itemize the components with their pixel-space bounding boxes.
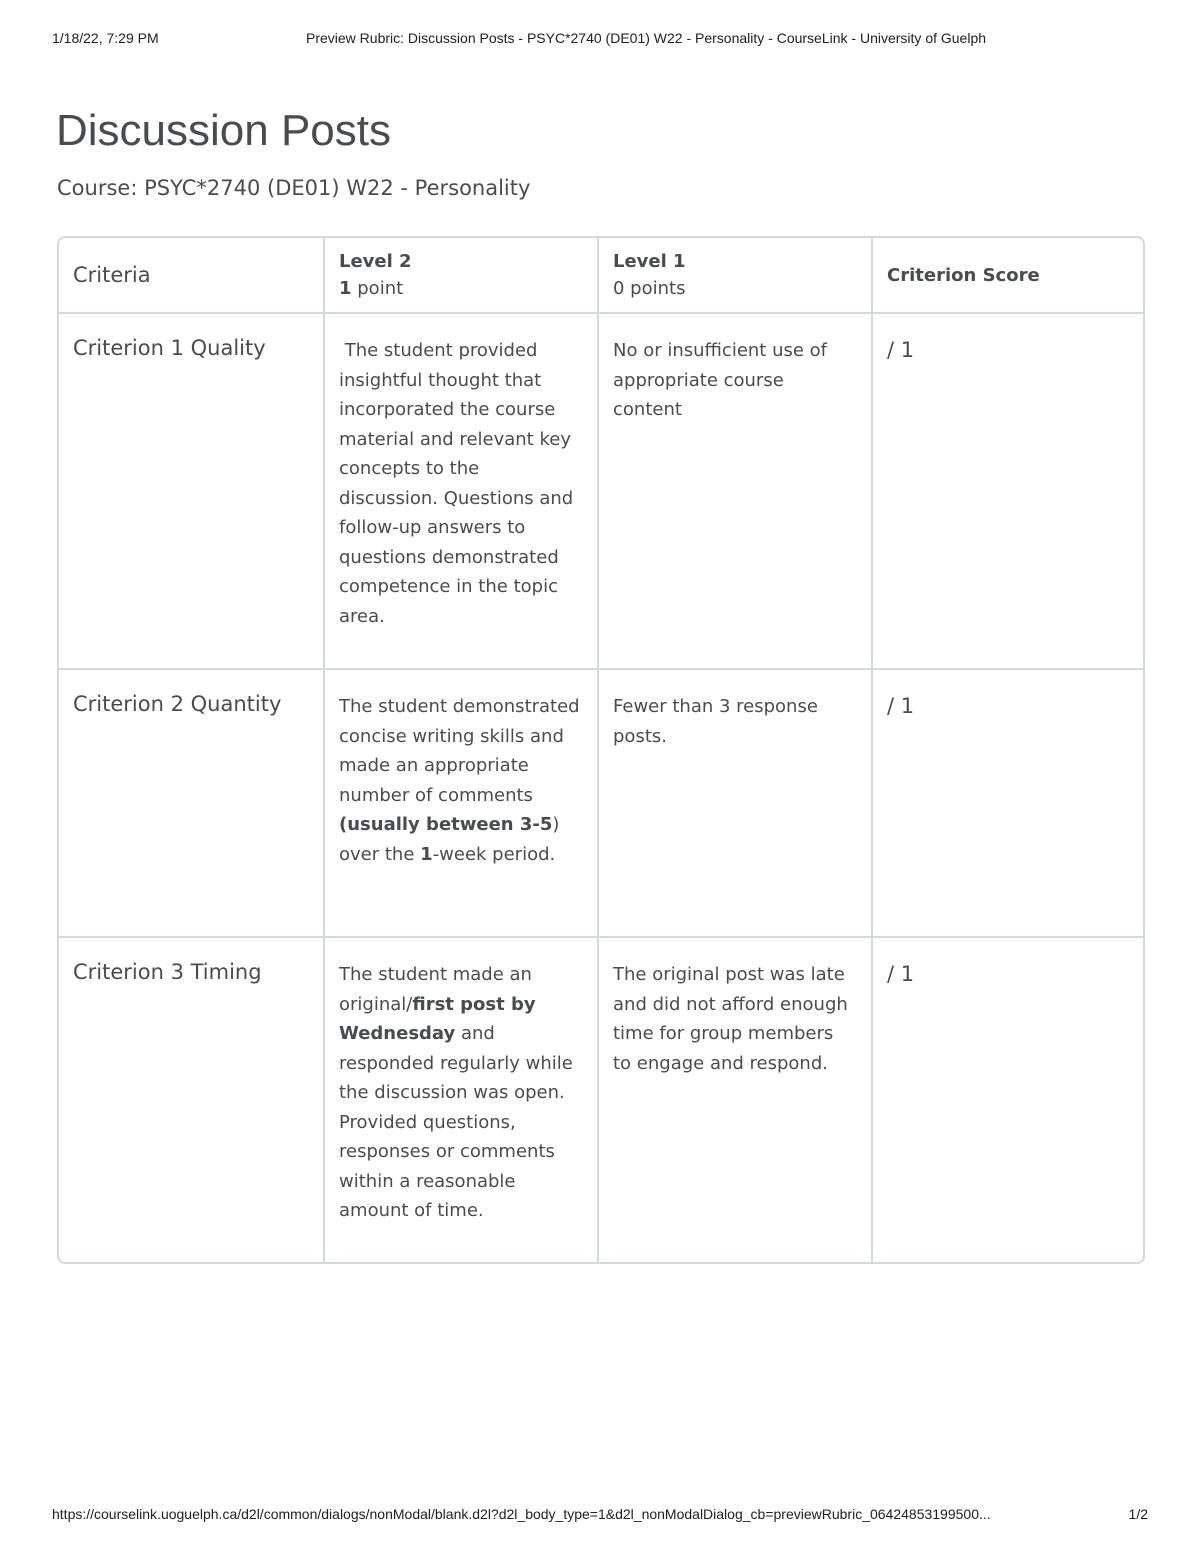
level-2-description: The student provided insightful thought that incorporated the course material and relevant key concepts to the discussion. Questions and follow-up answers to questions demonstrated competence in the topic area. <box>324 313 598 669</box>
level-2-points: 1 point <box>339 278 404 299</box>
course-name: Course: PSYC*2740 (DE01) W22 - Personality <box>57 176 531 200</box>
level-1-description: The original post was late and did not afford enough time for group members to engage and respond. <box>598 937 872 1262</box>
criterion-name: Criterion 3 Timing <box>59 937 324 1262</box>
level-1-header <box>598 238 872 313</box>
level-1-description: Fewer than 3 response posts. <box>598 669 872 937</box>
rubric-header-row <box>59 238 1145 313</box>
criterion-score: / 1 <box>872 937 1145 1262</box>
criterion-score-header: Criterion Score <box>872 238 1145 313</box>
table-row <box>59 669 1145 937</box>
page-title: Discussion Posts <box>56 106 392 155</box>
level-1-description: No or insufficient use of appropriate course content <box>598 313 872 669</box>
level-2-header <box>324 238 598 313</box>
print-header <box>52 30 1148 50</box>
level-2-description: The student demonstrated concise writing skills and made an appropriate number of comments (usually between 3-5) over the 1-week period. <box>324 669 598 937</box>
table-row <box>59 313 1145 669</box>
level-1-name: Level 1 <box>613 251 686 272</box>
page-number: 1/2 <box>1128 1506 1148 1522</box>
table-row <box>59 937 1145 1262</box>
print-date: 1/18/22, 7:29 PM <box>52 30 159 46</box>
criterion-score: / 1 <box>872 669 1145 937</box>
level-1-points: 0 points <box>613 278 686 299</box>
criteria-header: Criteria <box>59 238 324 313</box>
print-url: https://courselink.uoguelph.ca/d2l/common/dialogs/nonModal/blank.d2l?d2l_body_type=1&d2l_nonModalDialog_cb=previewRubric_06424853199500... <box>52 1506 991 1522</box>
rubric-table <box>57 236 1145 1264</box>
level-2-name: Level 2 <box>339 251 412 272</box>
level-2-description: The student made an original/first post by Wednesday and responded regularly while the discussion was open. Provided questions, responses or comments within a reasonable amount of time. <box>324 937 598 1262</box>
criterion-name: Criterion 1 Quality <box>59 313 324 669</box>
criterion-name: Criterion 2 Quantity <box>59 669 324 937</box>
criterion-score: / 1 <box>872 313 1145 669</box>
print-page-title: Preview Rubric: Discussion Posts - PSYC*2740 (DE01) W22 - Personality - CourseLink - University of Guelph <box>306 30 987 46</box>
print-footer <box>52 1506 1148 1526</box>
